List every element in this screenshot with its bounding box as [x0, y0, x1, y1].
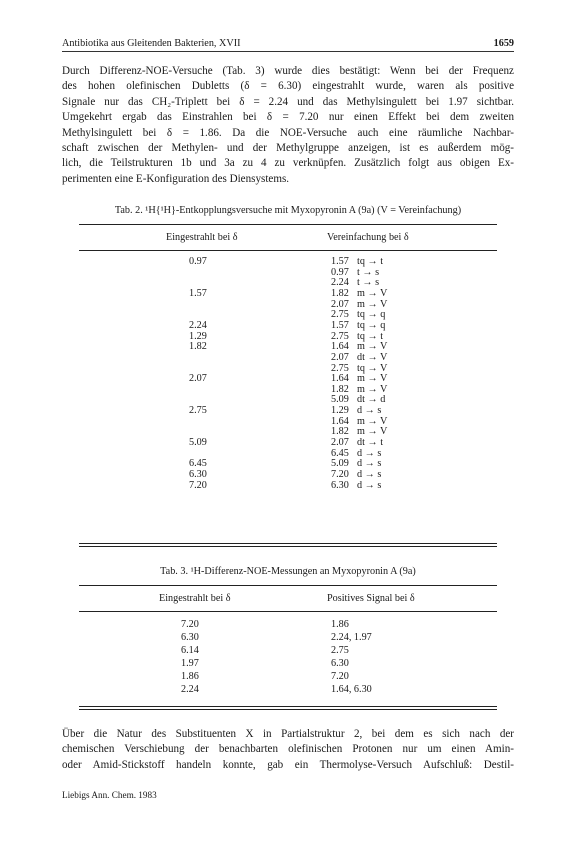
table2-shift-value: 1.64 — [331, 415, 349, 427]
table2-shift-value: 5.09 — [331, 458, 349, 470]
table2-shift-value: 2.75 — [331, 362, 349, 374]
table2-irradiated-value: 1.29 — [189, 330, 207, 342]
table3-irradiated-value: 2.24 — [181, 684, 199, 695]
table3-irradiated-value: 7.20 — [181, 619, 199, 630]
table2-multiplicity-change: t → s — [357, 277, 380, 289]
table3-bottom-rule — [79, 706, 497, 707]
table3-positive-signal: 7.20 — [331, 671, 349, 682]
table2-shift-value: 1.64 — [331, 341, 349, 353]
text-line: Signale nur das CH₂-Triplett bei δ = 2.24 und das Methylsingulett bei 1.97 sichtbar. — [62, 95, 514, 108]
table2-shift-value: 1.82 — [331, 287, 349, 299]
table2-multiplicity-change: m → V — [357, 341, 388, 353]
table2-multiplicity-change: m → V — [357, 383, 388, 395]
intro-paragraph — [62, 64, 514, 187]
table2-irradiated-value: 0.97 — [189, 256, 207, 267]
table2-multiplicity-change: dt → V — [357, 351, 388, 363]
text-line: oder Amid-Stickstoff handeln konnte, gab ein Thermolyse-Versuch Aufschluß: Destil- — [62, 758, 514, 771]
table2-shift-value: 1.64 — [331, 373, 349, 385]
table2-irradiated-value: 1.82 — [189, 341, 207, 353]
table2-irradiated-value: 1.57 — [189, 287, 207, 299]
text-line: schaft zwischen der Methylen- und der Methylgruppe anzeigen, ist es außerdem mög- — [62, 142, 514, 155]
table3-header-rule — [79, 611, 497, 612]
table2-multiplicity-change: d → s — [357, 479, 382, 491]
table2-bottom-rule-double — [79, 546, 497, 547]
table3-irradiated-value: 1.86 — [181, 671, 199, 682]
table3-positive-signal: 6.30 — [331, 658, 349, 669]
table2-irradiated-value: 6.45 — [189, 458, 207, 470]
table2-top-rule — [79, 224, 497, 225]
table2-shift-value: 2.24 — [331, 277, 349, 289]
table2-shift-value: 0.97 — [331, 266, 349, 278]
table2-header-rule — [79, 250, 497, 251]
table3-top-rule — [79, 585, 497, 586]
journal-footer: Liebigs Ann. Chem. 1983 — [62, 790, 157, 800]
table2-irradiated-value: 6.30 — [189, 469, 207, 480]
table2-shift-value: 1.82 — [331, 383, 349, 395]
table3-positive-signal: 2.24, 1.97 — [331, 632, 372, 643]
table2-shift-value: 2.07 — [331, 437, 349, 449]
text-line: Über die Natur des Substituenten X in Partialstruktur 2, bei dem es sich nach der — [62, 728, 514, 740]
table2-shift-value: 2.07 — [331, 351, 349, 363]
table2-multiplicity-change: d → s — [357, 458, 382, 470]
table2-multiplicity-change: d → s — [357, 469, 382, 480]
text-line: Umgekehrt ergab das Einstrahlen bei δ = 7.20 nur einen Effekt bei dem zweiten — [62, 111, 514, 124]
table2-col1-header: Eingestrahlt bei δ — [166, 232, 238, 243]
table2-shift-value: 2.75 — [331, 330, 349, 342]
table2-caption: Tab. 2. ¹H{¹H}-Entkopplungsversuche mit Myxopyronin A (9a) (V = Vereinfachung) — [114, 205, 462, 216]
text-line: Durch Differenz-NOE-Versuche (Tab. 3) wurde dies bestätigt: Wenn bei der Frequenz — [62, 65, 514, 77]
table3-positive-signal: 1.86 — [331, 619, 349, 630]
text-line: des hohen olefinischen Dubletts (δ = 6.30) eingestrahlt wurde, waren als positive — [62, 80, 514, 93]
table2-multiplicity-change: tq → t — [357, 256, 384, 267]
text-line: Methylsingulett bei δ = 1.86. Da die NOE-Versuche auch eine räumliche Nachbar- — [62, 126, 514, 139]
table2-shift-value: 1.29 — [331, 405, 349, 417]
table3-bottom-rule-double — [79, 709, 497, 710]
table2-shift-value: 1.57 — [331, 256, 349, 267]
page-number: 1659 — [493, 38, 514, 49]
table2-irradiated-value: 5.09 — [189, 437, 207, 449]
table2-multiplicity-change: m → V — [357, 426, 388, 438]
table2-multiplicity-change: d → s — [357, 447, 382, 459]
table3-irradiated-value: 6.14 — [181, 645, 199, 656]
table2-shift-value: 2.07 — [331, 298, 349, 310]
table2-multiplicity-change: d → s — [357, 405, 382, 417]
table2-irradiated-value: 2.75 — [189, 405, 207, 417]
text-line: perimenten eine E-Konfiguration des Diensystems. — [62, 172, 290, 185]
table2-col2-header: Vereinfachung bei δ — [327, 232, 409, 243]
table3-irradiated-value: 6.30 — [181, 632, 199, 643]
table2-multiplicity-change: t → s — [357, 266, 380, 278]
table2-irradiated-value: 2.24 — [189, 319, 207, 331]
table2-multiplicity-change: dt → t — [357, 437, 384, 449]
table3-positive-signal: 1.64, 6.30 — [331, 684, 372, 695]
text-line: lich, die Teilstrukturen 1b und 3a zu 4 zu verknüpfen. Zusätzlich folgt aus obigen Ex- — [62, 157, 514, 170]
table3-caption: Tab. 3. ¹H-Differenz-NOE-Messungen an Myxopyronin A (9a) — [160, 566, 416, 577]
text-line: chemischen Verschiebung der benachbarten olefinischen Protonen nur um einen Amin- — [62, 743, 514, 756]
table2-multiplicity-change: m → V — [357, 287, 388, 299]
table2-multiplicity-change: dt → d — [357, 394, 386, 406]
header-rule — [62, 51, 514, 52]
table2-shift-value: 2.75 — [331, 309, 349, 321]
table2-bottom-rule — [79, 543, 497, 544]
table2-multiplicity-change: m → V — [357, 415, 388, 427]
table2-multiplicity-change: tq → q — [357, 319, 386, 331]
table2-multiplicity-change: tq → t — [357, 330, 384, 342]
table2-multiplicity-change: tq → q — [357, 309, 386, 321]
outro-paragraph — [62, 727, 514, 773]
table2-shift-value: 6.45 — [331, 447, 349, 459]
table3-col2-header: Positives Signal bei δ — [327, 593, 415, 604]
table2-shift-value: 1.82 — [331, 426, 349, 438]
table2-shift-value: 5.09 — [331, 394, 349, 406]
table2-multiplicity-change: m → V — [357, 298, 388, 310]
running-title: Antibiotika aus Gleitenden Bakterien, XVII — [62, 38, 241, 49]
table3-col1-header: Eingestrahlt bei δ — [159, 593, 231, 604]
table2-shift-value: 1.57 — [331, 319, 349, 331]
table3-irradiated-value: 1.97 — [181, 658, 199, 669]
table2-multiplicity-change: m → V — [357, 373, 388, 385]
table2-shift-value: 7.20 — [331, 469, 349, 480]
table2-shift-value: 6.30 — [331, 479, 349, 491]
table2-irradiated-value: 2.07 — [189, 373, 207, 385]
table3-positive-signal: 2.75 — [331, 645, 349, 656]
table2-multiplicity-change: tq → V — [357, 362, 388, 374]
table2-irradiated-value: 7.20 — [189, 479, 207, 491]
